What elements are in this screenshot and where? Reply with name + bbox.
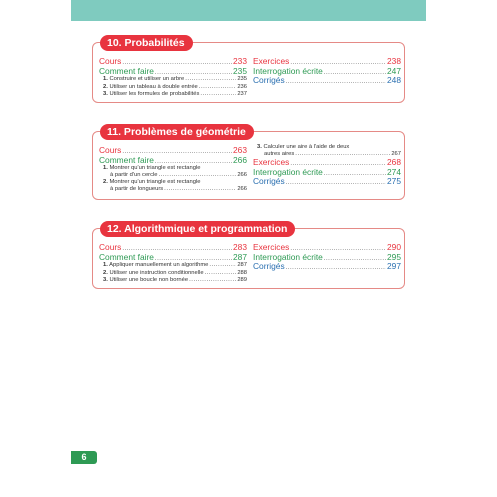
toc-exercices[interactable]: Exercices ..... 238	[253, 57, 401, 67]
toc-method-line1[interactable]: 3. Calculer une aire à l'aide de deux	[257, 144, 350, 150]
top-color-band	[71, 0, 426, 21]
toc-method-line2[interactable]: autres aires ..... 267	[253, 151, 401, 158]
toc-exercices[interactable]: Exercices ..... 290	[253, 243, 401, 253]
toc-corriges[interactable]: Corrigés ..... 297	[253, 262, 401, 272]
right-column	[253, 243, 401, 272]
toc-corriges[interactable]: Corrigés ..... 248	[253, 76, 401, 86]
toc-cours[interactable]: Cours ..... 263	[99, 146, 247, 156]
chapter-title: 10. Probabilités	[100, 35, 193, 51]
toc-interrogation[interactable]: Interrogation écrite ..... 274	[253, 168, 401, 178]
toc-cours[interactable]: Cours ..... 283	[99, 243, 247, 253]
toc-comment-faire[interactable]: Comment faire ..... 235	[99, 67, 247, 77]
toc-interrogation[interactable]: Interrogation écrite ..... 247	[253, 67, 401, 77]
toc-method[interactable]: 3. Utiliser les formules de probabilités ..... 237	[99, 91, 247, 99]
toc-method[interactable]: 1. Construire et utiliser un arbre ..... 235	[99, 76, 247, 84]
toc-method-line1[interactable]: 2. Montrer qu'un triangle est rectangle	[103, 179, 201, 185]
toc-method[interactable]: 1. Appliquer manuellement un algorithme ..... 287	[99, 262, 247, 270]
toc-method[interactable]: 2. Utiliser un tableau à double entrée ..... 236	[99, 84, 247, 92]
toc-method-line2[interactable]: à partir d'un cercle ..... 266	[99, 172, 247, 179]
page-number-badge: 6	[71, 451, 97, 464]
toc-cours[interactable]: Cours ..... 233	[99, 57, 247, 67]
toc-comment-faire[interactable]: Comment faire ..... 287	[99, 253, 247, 263]
toc-comment-faire[interactable]: Comment faire ..... 266	[99, 156, 247, 166]
left-column	[99, 146, 247, 193]
toc-exercices[interactable]: Exercices ..... 268	[253, 158, 401, 168]
chapter-12-box	[92, 223, 405, 289]
chapter-10-box	[92, 37, 405, 103]
toc-interrogation[interactable]: Interrogation écrite ..... 295	[253, 253, 401, 263]
toc-method[interactable]: 2. Utiliser une instruction conditionnelle ..... 288	[99, 270, 247, 278]
chapter-11-box	[92, 126, 405, 200]
toc-method[interactable]: 3. Utiliser une boucle non bornée ..... 289	[99, 277, 247, 285]
left-column	[99, 57, 247, 99]
toc-method-line2[interactable]: à partir de longueurs ..... 266	[99, 186, 247, 193]
right-column	[253, 144, 401, 187]
toc-corriges[interactable]: Corrigés ..... 275	[253, 177, 401, 187]
left-column	[99, 243, 247, 285]
chapter-title: 12. Algorithmique et programmation	[100, 221, 295, 237]
right-column	[253, 57, 401, 86]
chapter-title: 11. Problèmes de géométrie	[100, 124, 254, 140]
toc-method-line1[interactable]: 1. Montrer qu'un triangle est rectangle	[103, 165, 201, 171]
